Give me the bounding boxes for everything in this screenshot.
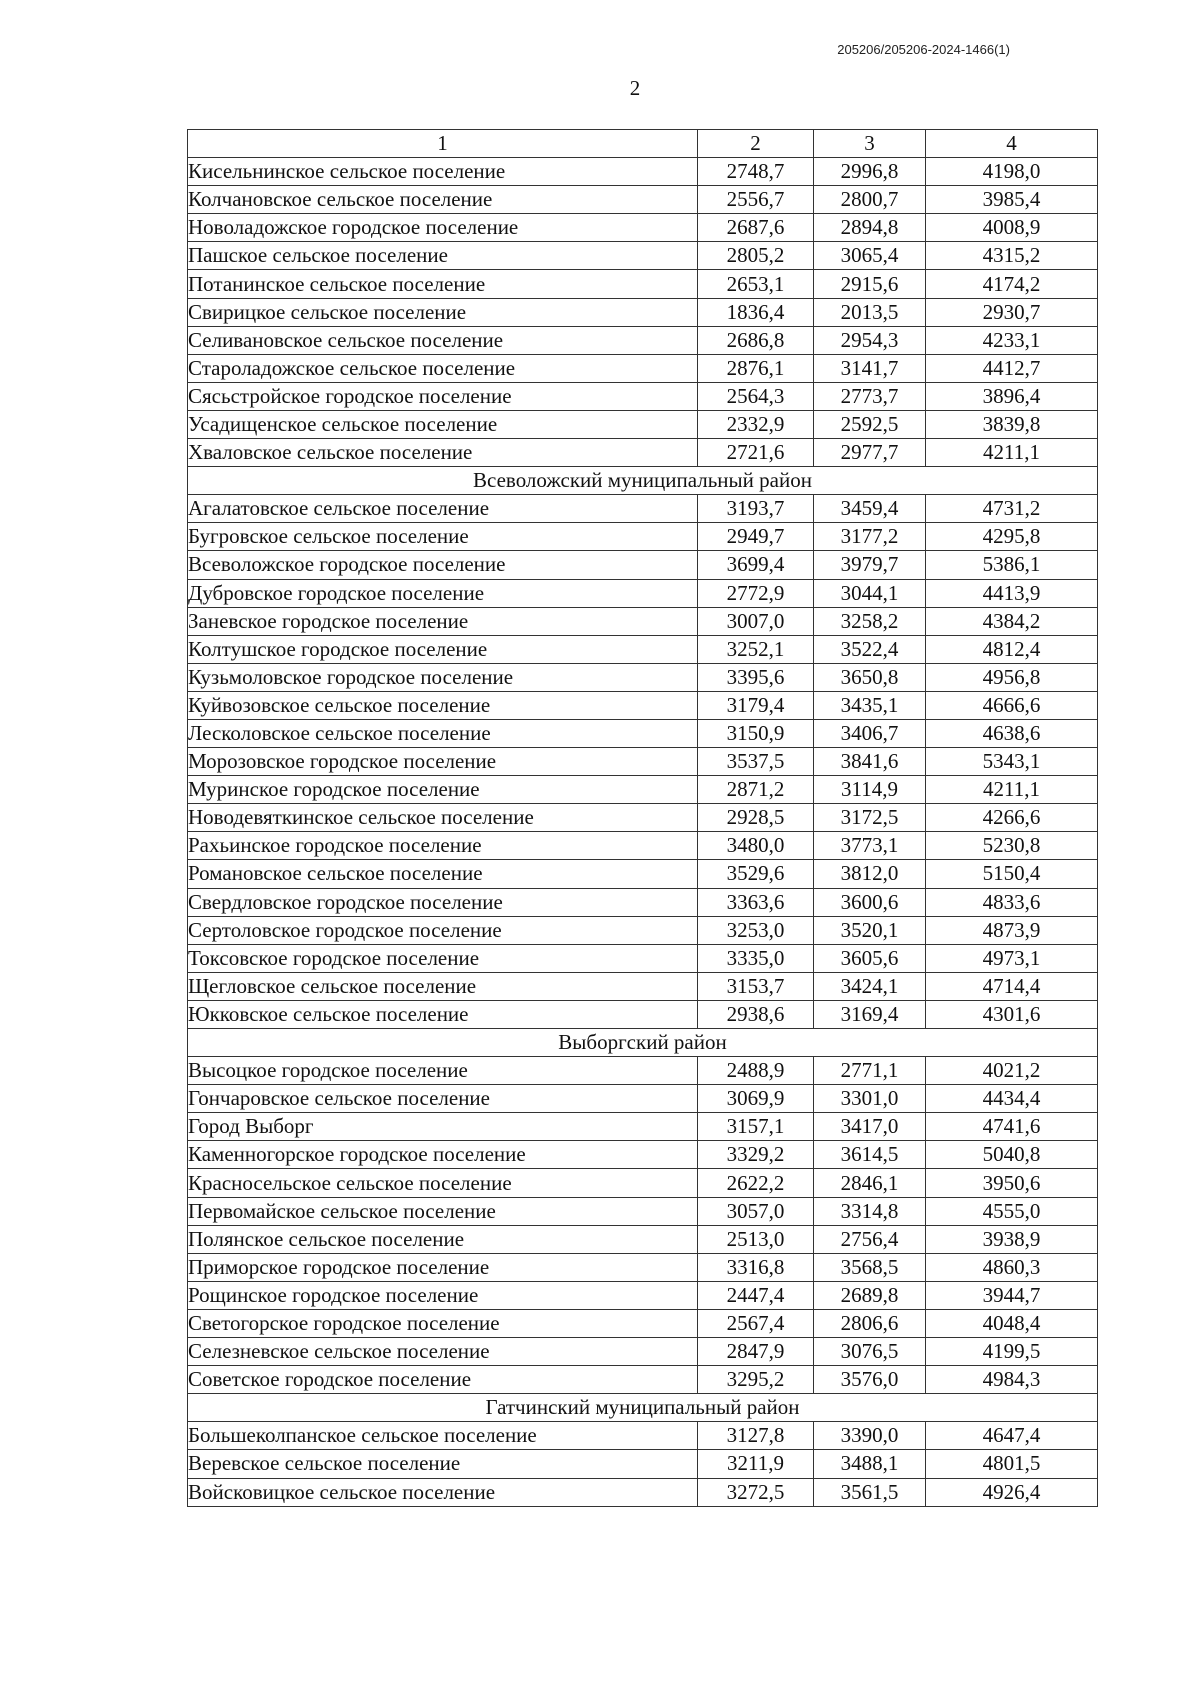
district-title: Гатчинский муниципальный район [188,1394,1098,1422]
value-col4-cell: 5040,8 [926,1141,1098,1169]
value-col2-cell: 3480,0 [698,832,814,860]
value-col2-cell: 2721,6 [698,439,814,467]
settlement-name-cell: Щегловское сельское поселение [188,972,698,1000]
value-col3-cell: 3114,9 [814,776,926,804]
value-col4-cell: 5150,4 [926,860,1098,888]
value-col4-cell: 4412,7 [926,354,1098,382]
settlement-name-cell: Дубровское городское поселение [188,579,698,607]
settlement-name-cell: Новоладожское городское поселение [188,214,698,242]
value-col4-cell: 5386,1 [926,551,1098,579]
settlement-name-cell: Колчановское сельское поселение [188,186,698,214]
value-col4-cell: 4021,2 [926,1057,1098,1085]
column-header-1: 1 [188,130,698,158]
value-col4-cell: 4926,4 [926,1478,1098,1506]
value-col3-cell: 2915,6 [814,270,926,298]
table-body [188,158,1098,1507]
settlement-name-cell: Агалатовское сельское поселение [188,495,698,523]
table-row [188,832,1098,860]
table-row [188,1113,1098,1141]
table-row [188,186,1098,214]
value-col2-cell: 3316,8 [698,1253,814,1281]
value-col2-cell: 3335,0 [698,944,814,972]
value-col2-cell: 2488,9 [698,1057,814,1085]
value-col2-cell: 2332,9 [698,410,814,438]
value-col2-cell: 2805,2 [698,242,814,270]
page-number: 2 [629,76,641,100]
settlement-name-cell: Высоцкое городское поселение [188,1057,698,1085]
value-col4-cell: 4301,6 [926,1000,1098,1028]
table-row [188,860,1098,888]
table-row [188,1281,1098,1309]
district-title: Выборгский район [188,1029,1098,1057]
value-col2-cell: 2871,2 [698,776,814,804]
table-row [188,691,1098,719]
value-col3-cell: 2771,1 [814,1057,926,1085]
value-col2-cell: 3272,5 [698,1478,814,1506]
settlement-name-cell: Полянское сельское поселение [188,1225,698,1253]
value-col3-cell: 3169,4 [814,1000,926,1028]
settlement-name-cell: Красносельское сельское поселение [188,1169,698,1197]
table-row [188,439,1098,467]
value-col2-cell: 3150,9 [698,719,814,747]
value-col3-cell: 3314,8 [814,1197,926,1225]
value-col2-cell: 2653,1 [698,270,814,298]
value-col3-cell: 3435,1 [814,691,926,719]
table-row [188,776,1098,804]
table-row [188,1057,1098,1085]
value-col3-cell: 3488,1 [814,1450,926,1478]
value-col2-cell: 3057,0 [698,1197,814,1225]
value-col3-cell: 3568,5 [814,1253,926,1281]
value-col4-cell: 3896,4 [926,382,1098,410]
value-col3-cell: 3812,0 [814,860,926,888]
value-col4-cell: 4315,2 [926,242,1098,270]
table-row [188,1253,1098,1281]
settlement-name-cell: Потанинское сельское поселение [188,270,698,298]
value-col2-cell: 2772,9 [698,579,814,607]
value-col3-cell: 3520,1 [814,916,926,944]
value-col4-cell: 5230,8 [926,832,1098,860]
settlement-name-cell: Новодевяткинское сельское поселение [188,804,698,832]
value-col3-cell: 2846,1 [814,1169,926,1197]
settlement-name-cell: Кузьмоловское городское поселение [188,663,698,691]
value-col4-cell: 4984,3 [926,1366,1098,1394]
settlement-name-cell: Юкковское сельское поселение [188,1000,698,1028]
value-col2-cell: 3157,1 [698,1113,814,1141]
value-col4-cell: 4973,1 [926,944,1098,972]
table-row [188,410,1098,438]
value-col3-cell: 3141,7 [814,354,926,382]
value-col2-cell: 3395,6 [698,663,814,691]
table-row [188,1085,1098,1113]
column-header-2: 2 [698,130,814,158]
value-col2-cell: 2686,8 [698,326,814,354]
value-col3-cell: 3406,7 [814,719,926,747]
table-row [188,748,1098,776]
value-col4-cell: 4647,4 [926,1422,1098,1450]
settlement-name-cell: Первомайское сельское поселение [188,1197,698,1225]
value-col2-cell: 2622,2 [698,1169,814,1197]
settlement-name-cell: Всеволожское городское поселение [188,551,698,579]
district-header-row [188,1394,1098,1422]
settlement-name-cell: Заневское городское поселение [188,607,698,635]
value-col2-cell: 3253,0 [698,916,814,944]
value-col3-cell: 2013,5 [814,298,926,326]
value-col2-cell: 3699,4 [698,551,814,579]
value-col3-cell: 3522,4 [814,635,926,663]
value-col4-cell: 4008,9 [926,214,1098,242]
value-col4-cell: 4266,6 [926,804,1098,832]
settlement-name-cell: Сертоловское городское поселение [188,916,698,944]
column-header-4: 4 [926,130,1098,158]
district-header-row [188,1029,1098,1057]
district-header-row [188,467,1098,495]
value-col3-cell: 3172,5 [814,804,926,832]
value-col4-cell: 4199,5 [926,1338,1098,1366]
settlement-name-cell: Гончаровское сельское поселение [188,1085,698,1113]
value-col4-cell: 4211,1 [926,439,1098,467]
value-col4-cell: 4295,8 [926,523,1098,551]
value-col3-cell: 2592,5 [814,410,926,438]
value-col3-cell: 2996,8 [814,158,926,186]
table-row [188,1478,1098,1506]
value-col4-cell: 4812,4 [926,635,1098,663]
value-col2-cell: 2928,5 [698,804,814,832]
table-row [188,326,1098,354]
settlement-name-cell: Свердловское городское поселение [188,888,698,916]
table-row [188,1366,1098,1394]
value-col3-cell: 3301,0 [814,1085,926,1113]
settlement-name-cell: Селезневское сельское поселение [188,1338,698,1366]
value-col2-cell: 2687,6 [698,214,814,242]
settlement-name-cell: Рощинское городское поселение [188,1281,698,1309]
settlement-name-cell: Большеколпанское сельское поселение [188,1422,698,1450]
table-row [188,354,1098,382]
value-col4-cell: 4666,6 [926,691,1098,719]
value-col4-cell: 4413,9 [926,579,1098,607]
table-row [188,495,1098,523]
table-row [188,635,1098,663]
table-row [188,158,1098,186]
value-col4-cell: 4801,5 [926,1450,1098,1478]
value-col4-cell: 3985,4 [926,186,1098,214]
document-id: 205206/205206-2024-1466(1) [837,42,1010,57]
value-col3-cell: 2756,4 [814,1225,926,1253]
table-row [188,663,1098,691]
table-row [188,1197,1098,1225]
table-row [188,888,1098,916]
value-col2-cell: 3069,9 [698,1085,814,1113]
value-col4-cell: 4833,6 [926,888,1098,916]
table-row [188,1000,1098,1028]
table-row [188,944,1098,972]
value-col3-cell: 3044,1 [814,579,926,607]
value-col3-cell: 3065,4 [814,242,926,270]
value-col2-cell: 3252,1 [698,635,814,663]
settlement-name-cell: Приморское городское поселение [188,1253,698,1281]
value-col2-cell: 2938,6 [698,1000,814,1028]
settlement-name-cell: Пашское сельское поселение [188,242,698,270]
value-col4-cell: 4174,2 [926,270,1098,298]
value-col2-cell: 3295,2 [698,1366,814,1394]
value-col3-cell: 3650,8 [814,663,926,691]
settlement-name-cell: Муринское городское поселение [188,776,698,804]
value-col2-cell: 3127,8 [698,1422,814,1450]
table-row [188,551,1098,579]
value-col2-cell: 2447,4 [698,1281,814,1309]
table-row [188,214,1098,242]
value-col2-cell: 2567,4 [698,1309,814,1337]
table-row [188,523,1098,551]
table-row [188,579,1098,607]
table-row [188,1450,1098,1478]
table-row [188,972,1098,1000]
table-row [188,298,1098,326]
settlement-name-cell: Кисельнинское сельское поселение [188,158,698,186]
value-col2-cell: 3529,6 [698,860,814,888]
value-col4-cell: 4048,4 [926,1309,1098,1337]
value-col4-cell: 4741,6 [926,1113,1098,1141]
settlement-name-cell: Светогорское городское поселение [188,1309,698,1337]
value-col4-cell: 4956,8 [926,663,1098,691]
value-col2-cell: 3193,7 [698,495,814,523]
value-col4-cell: 4555,0 [926,1197,1098,1225]
value-col2-cell: 2513,0 [698,1225,814,1253]
settlement-name-cell: Лесколовское сельское поселение [188,719,698,747]
column-header-3: 3 [814,130,926,158]
value-col2-cell: 3363,6 [698,888,814,916]
header-row [188,130,1098,158]
table-row [188,1141,1098,1169]
value-col3-cell: 2806,6 [814,1309,926,1337]
table-row [188,1422,1098,1450]
value-col4-cell: 4233,1 [926,326,1098,354]
value-col2-cell: 2847,9 [698,1338,814,1366]
value-col4-cell: 4211,1 [926,776,1098,804]
value-col3-cell: 3424,1 [814,972,926,1000]
value-col2-cell: 3179,4 [698,691,814,719]
value-col4-cell: 3950,6 [926,1169,1098,1197]
district-title: Всеволожский муниципальный район [188,467,1098,495]
settlement-name-cell: Советское городское поселение [188,1366,698,1394]
value-col2-cell: 3537,5 [698,748,814,776]
value-col2-cell: 3329,2 [698,1141,814,1169]
settlement-name-cell: Селивановское сельское поселение [188,326,698,354]
value-col3-cell: 3417,0 [814,1113,926,1141]
value-col2-cell: 2748,7 [698,158,814,186]
value-col4-cell: 4434,4 [926,1085,1098,1113]
settlement-name-cell: Токсовское городское поселение [188,944,698,972]
settlement-name-cell: Каменногорское городское поселение [188,1141,698,1169]
value-col2-cell: 3007,0 [698,607,814,635]
value-col2-cell: 2556,7 [698,186,814,214]
table-row [188,916,1098,944]
settlement-name-cell: Романовское сельское поселение [188,860,698,888]
table-row [188,719,1098,747]
settlement-name-cell: Староладожское сельское поселение [188,354,698,382]
value-col3-cell: 3576,0 [814,1366,926,1394]
value-col2-cell: 2949,7 [698,523,814,551]
value-col4-cell: 4714,4 [926,972,1098,1000]
data-table [187,129,1098,1507]
value-col4-cell: 4384,2 [926,607,1098,635]
settlement-name-cell: Морозовское городское поселение [188,748,698,776]
value-col3-cell: 3773,1 [814,832,926,860]
value-col2-cell: 2564,3 [698,382,814,410]
settlement-name-cell: Город Выборг [188,1113,698,1141]
settlement-name-cell: Рахьинское городское поселение [188,832,698,860]
value-col4-cell: 3944,7 [926,1281,1098,1309]
value-col3-cell: 3605,6 [814,944,926,972]
value-col3-cell: 3841,6 [814,748,926,776]
value-col4-cell: 3839,8 [926,410,1098,438]
value-col3-cell: 2894,8 [814,214,926,242]
value-col4-cell: 2930,7 [926,298,1098,326]
value-col3-cell: 3177,2 [814,523,926,551]
value-col3-cell: 2689,8 [814,1281,926,1309]
value-col4-cell: 5343,1 [926,748,1098,776]
value-col4-cell: 4860,3 [926,1253,1098,1281]
value-col2-cell: 3153,7 [698,972,814,1000]
settlement-name-cell: Войсковицкое сельское поселение [188,1478,698,1506]
value-col3-cell: 2977,7 [814,439,926,467]
value-col4-cell: 4731,2 [926,495,1098,523]
value-col4-cell: 4198,0 [926,158,1098,186]
table-row [188,804,1098,832]
table-row [188,1309,1098,1337]
value-col3-cell: 3258,2 [814,607,926,635]
table-row [188,1169,1098,1197]
value-col3-cell: 3979,7 [814,551,926,579]
settlement-name-cell: Бугровское сельское поселение [188,523,698,551]
table-row [188,382,1098,410]
value-col3-cell: 2954,3 [814,326,926,354]
value-col3-cell: 3561,5 [814,1478,926,1506]
settlement-name-cell: Веревское сельское поселение [188,1450,698,1478]
value-col3-cell: 3614,5 [814,1141,926,1169]
settlement-name-cell: Куйвозовское сельское поселение [188,691,698,719]
table-row [188,242,1098,270]
table-row [188,607,1098,635]
value-col3-cell: 3600,6 [814,888,926,916]
value-col2-cell: 2876,1 [698,354,814,382]
value-col3-cell: 3390,0 [814,1422,926,1450]
table-row [188,1225,1098,1253]
table-row [188,1338,1098,1366]
settlement-name-cell: Колтушское городское поселение [188,635,698,663]
settlement-name-cell: Сясьстройское городское поселение [188,382,698,410]
table-header [188,130,1098,158]
settlement-name-cell: Хваловское сельское поселение [188,439,698,467]
value-col2-cell: 3211,9 [698,1450,814,1478]
value-col4-cell: 3938,9 [926,1225,1098,1253]
value-col4-cell: 4873,9 [926,916,1098,944]
table-row [188,270,1098,298]
value-col3-cell: 2800,7 [814,186,926,214]
settlement-name-cell: Усадищенское сельское поселение [188,410,698,438]
settlement-name-cell: Свирицкое сельское поселение [188,298,698,326]
value-col3-cell: 3459,4 [814,495,926,523]
value-col3-cell: 2773,7 [814,382,926,410]
value-col2-cell: 1836,4 [698,298,814,326]
value-col4-cell: 4638,6 [926,719,1098,747]
value-col3-cell: 3076,5 [814,1338,926,1366]
